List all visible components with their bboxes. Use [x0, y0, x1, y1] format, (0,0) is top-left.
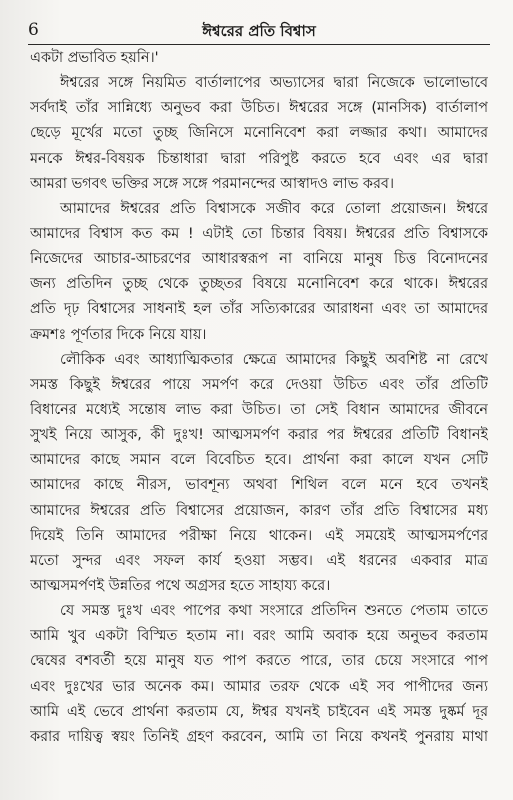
text-line: আমাদের ঈশ্বরের প্রতি বিশ্বাসকে সজীব করে তোলা প্রয়োজন। ঈশ্বরে — [60, 200, 488, 217]
text-line: লৌকিক এবং আধ্যাত্মিকতার ক্ষেত্রে আমাদের কিছুই অবশিষ্ট না রেখে — [60, 351, 488, 368]
paragraph — [30, 46, 488, 71]
text-line: এবং দুঃখের ভার অনেক কম। আমার তরফ থেকে এই সব পাপীদের জন্য — [30, 678, 488, 695]
page-number: 6 — [28, 20, 39, 40]
body-text — [30, 46, 488, 750]
text-line: আমরা ভগবৎ ভক্তির সঙ্গে সঙ্গে পরমানন্দের আস্বাদও লাভ করব। — [30, 175, 395, 192]
text-line: দিয়েই তিনি আমাদের পরীক্ষা নিয়ে থাকেন। এই সময়েই আত্মসমর্পণের — [30, 527, 488, 544]
running-title: ঈশ্বরের প্রতি বিশ্বাস — [202, 22, 316, 40]
text-line: সুখই নিয়ে আসুক, কী দুঃখ! আত্মসমর্পণ করার পর ঈশ্বরের প্রতিটি বিধানই — [30, 427, 488, 444]
text-line: আমাদের কাছে নীরস, ভাবশূন্য অথবা শিথিল বলে মনে হবে তখনই — [30, 477, 488, 494]
text-line: ঈশ্বরের সঙ্গে নিয়মিত বার্তালাপের অভ্যাসের দ্বারা নিজেকে ভালোভাবে — [60, 75, 488, 92]
text-line: প্রতি দৃঢ় বিশ্বাসের সাধনাই হল তাঁর সত্যিকারের আরাধনা এবং তা আমাদের — [30, 301, 488, 318]
paragraph — [30, 599, 488, 750]
text-line: বিধানের মধ্যেই সন্তোষ লাভ করা উচিত। তা সেই বিধান আমাদের জীবনে — [30, 401, 488, 418]
text-line: আমি খুব একটা বিস্মিত হতাম না। বরং আমি অবাক হয়ে অনুভব করতাম — [30, 628, 488, 645]
text-line: সর্বদাই তাঁর সান্নিধ্যে অনুভব করা উচিত। ঈশ্বরের সঙ্গে (মানসিক) বার্তালাপ — [30, 100, 488, 117]
text-line: সমস্ত কিছুই ঈশ্বরের পায়ে সমর্পণ করে দেওয়া উচিত এবং তাঁর প্রতিটি — [30, 376, 488, 393]
paragraph — [30, 197, 488, 348]
text-line: আমাদের কাছে সমান বলে বিবেচিত হবে। প্রার্থনা করা কালে যখন সেটি — [30, 452, 488, 469]
paragraph — [30, 348, 488, 599]
text-line: আত্মসমর্পণই উন্নতির পথে অগ্রসর হতে সাহায্য করে। — [30, 577, 331, 594]
text-line: দ্বেষের বশবর্তী হয়ে মানুষ যত পাপ করতে পারে, তার চেয়ে সংসারে পাপ — [30, 653, 488, 670]
text-line: একটা প্রভাবিত হয়নি।' — [30, 50, 159, 66]
text-line: মতো সুন্দর এবং সফল কার্য হওয়া সম্ভব। এই ধরনের একবার মাত্র — [30, 552, 488, 569]
text-line: মনকে ঈশ্বর-বিষয়ক চিন্তাধারা দ্বারা পরিপুষ্ট করতে হবে এবং এর দ্বারা — [30, 150, 488, 167]
page-header — [28, 18, 490, 44]
text-line: জন্য প্রতিদিন তুচ্ছ থেকে তুচ্ছতর বিষয়ে মনোনিবেশ করে থাকে। ঈশ্বরের — [30, 276, 488, 293]
text-line: ছেড়ে মূর্খের মতো তুচ্ছ জিনিসে মনোনিবেশ করা লজ্জার কথা। আমাদের — [30, 125, 488, 142]
text-line: ক্রমশঃ পূর্ণতার দিকে নিয়ে যায়। — [30, 326, 207, 343]
text-line: করার দায়িত্ব স্বয়ং তিনিই গ্রহণ করবেন, আমি তা নিয়ে কখনই পুনরায় মাথা — [30, 728, 488, 745]
paragraph — [30, 71, 488, 197]
text-line: আমি এই ভেবে প্রার্থনা করতাম যে, ঈশ্বর যখনই চাইবেন এই সমস্ত দুষ্কর্ম দূর — [30, 703, 488, 720]
header-rule — [28, 44, 490, 45]
text-line: আমাদের বিশ্বাস কত কম ! এটাই তো চিন্তার বিষয়। ঈশ্বরের প্রতি বিশ্বাসকে — [30, 225, 488, 242]
text-line: যে সমস্ত দুঃখ এবং পাপের কথা সংসারে প্রতিদিন শুনতে পেতাম তাতে — [60, 603, 488, 620]
text-line: আমাদের ঈশ্বরের প্রতি বিশ্বাসের প্রয়োজন, কারণ তাঁর প্রতি বিশ্বাসের মধ্য — [30, 502, 488, 519]
text-line: নিজেদের আচার-আচরণের আধারস্বরূপ না বানিয়ে মানুষ চিত্ত বিনোদনের — [30, 251, 488, 268]
